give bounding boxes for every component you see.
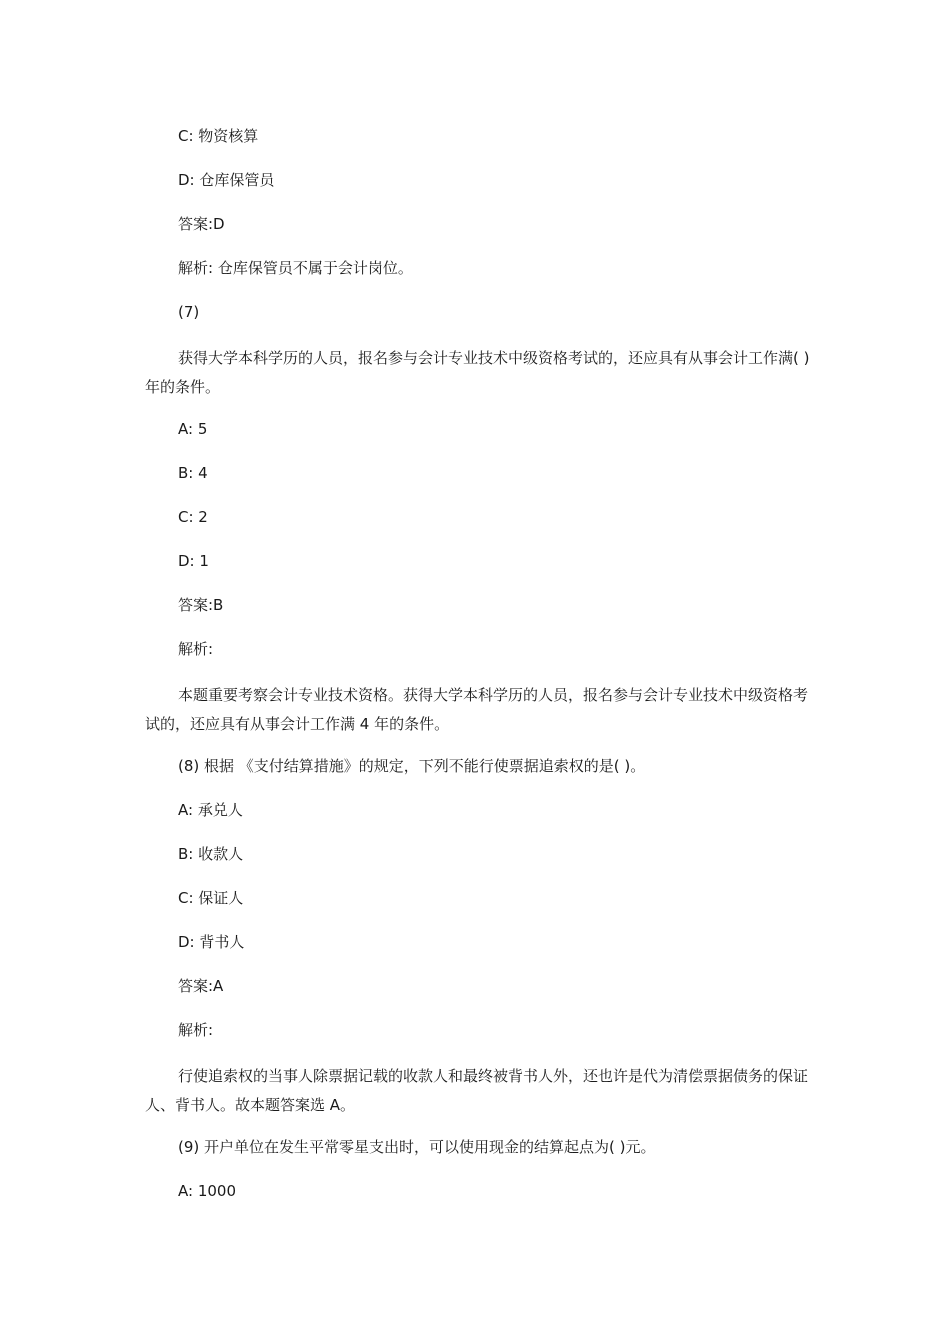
option-c-line: C: 2 [178, 508, 208, 526]
option-c-line: C: 保证人 [178, 889, 244, 907]
question-paragraph: 获得大学本科学历的人员，报名参与会计专业技术中级资格考试的，还应具有从事会计工作满( )年的条件。 [145, 349, 810, 396]
answer-line: 答案:D [178, 215, 225, 233]
answer-line: 答案:B [178, 596, 224, 614]
option-d-line: D: 1 [178, 552, 209, 570]
question-line: (8) 根据 《支付结算措施》的规定，下列不能行使票据追索权的是( )。 [178, 757, 646, 775]
analysis-label: 解析: [178, 1021, 214, 1039]
analysis-paragraph: 行使追索权的当事人除票据记载的收款人和最终被背书人外，还也许是代为清偿票据债务的保证人、背书人。故本题答案选 A。 [145, 1067, 809, 1114]
question-line: (9) 开户单位在发生平常零星支出时，可以使用现金的结算起点为( )元。 [178, 1138, 656, 1156]
option-a-line: A: 承兑人 [178, 801, 243, 819]
option-d-line: D: 仓库保管员 [178, 171, 275, 189]
option-b-line: B: 收款人 [178, 845, 244, 863]
answer-line: 答案:A [178, 977, 224, 995]
analysis-line: 解析: 仓库保管员不属于会计岗位。 [178, 259, 413, 277]
option-c-line: C: 物资核算 [178, 127, 259, 145]
option-b-line: B: 4 [178, 464, 208, 482]
analysis-paragraph: 本题重要考察会计专业技术资格。获得大学本科学历的人员，报名参与会计专业技术中级资格考试的，还应具有从事会计工作满 4 年的条件。 [145, 686, 809, 733]
option-a-line: A: 5 [178, 420, 208, 438]
analysis-label: 解析: [178, 640, 214, 658]
question-number: (7) [178, 303, 200, 321]
option-d-line: D: 背书人 [178, 933, 245, 951]
option-a-line: A: 1000 [178, 1182, 236, 1200]
